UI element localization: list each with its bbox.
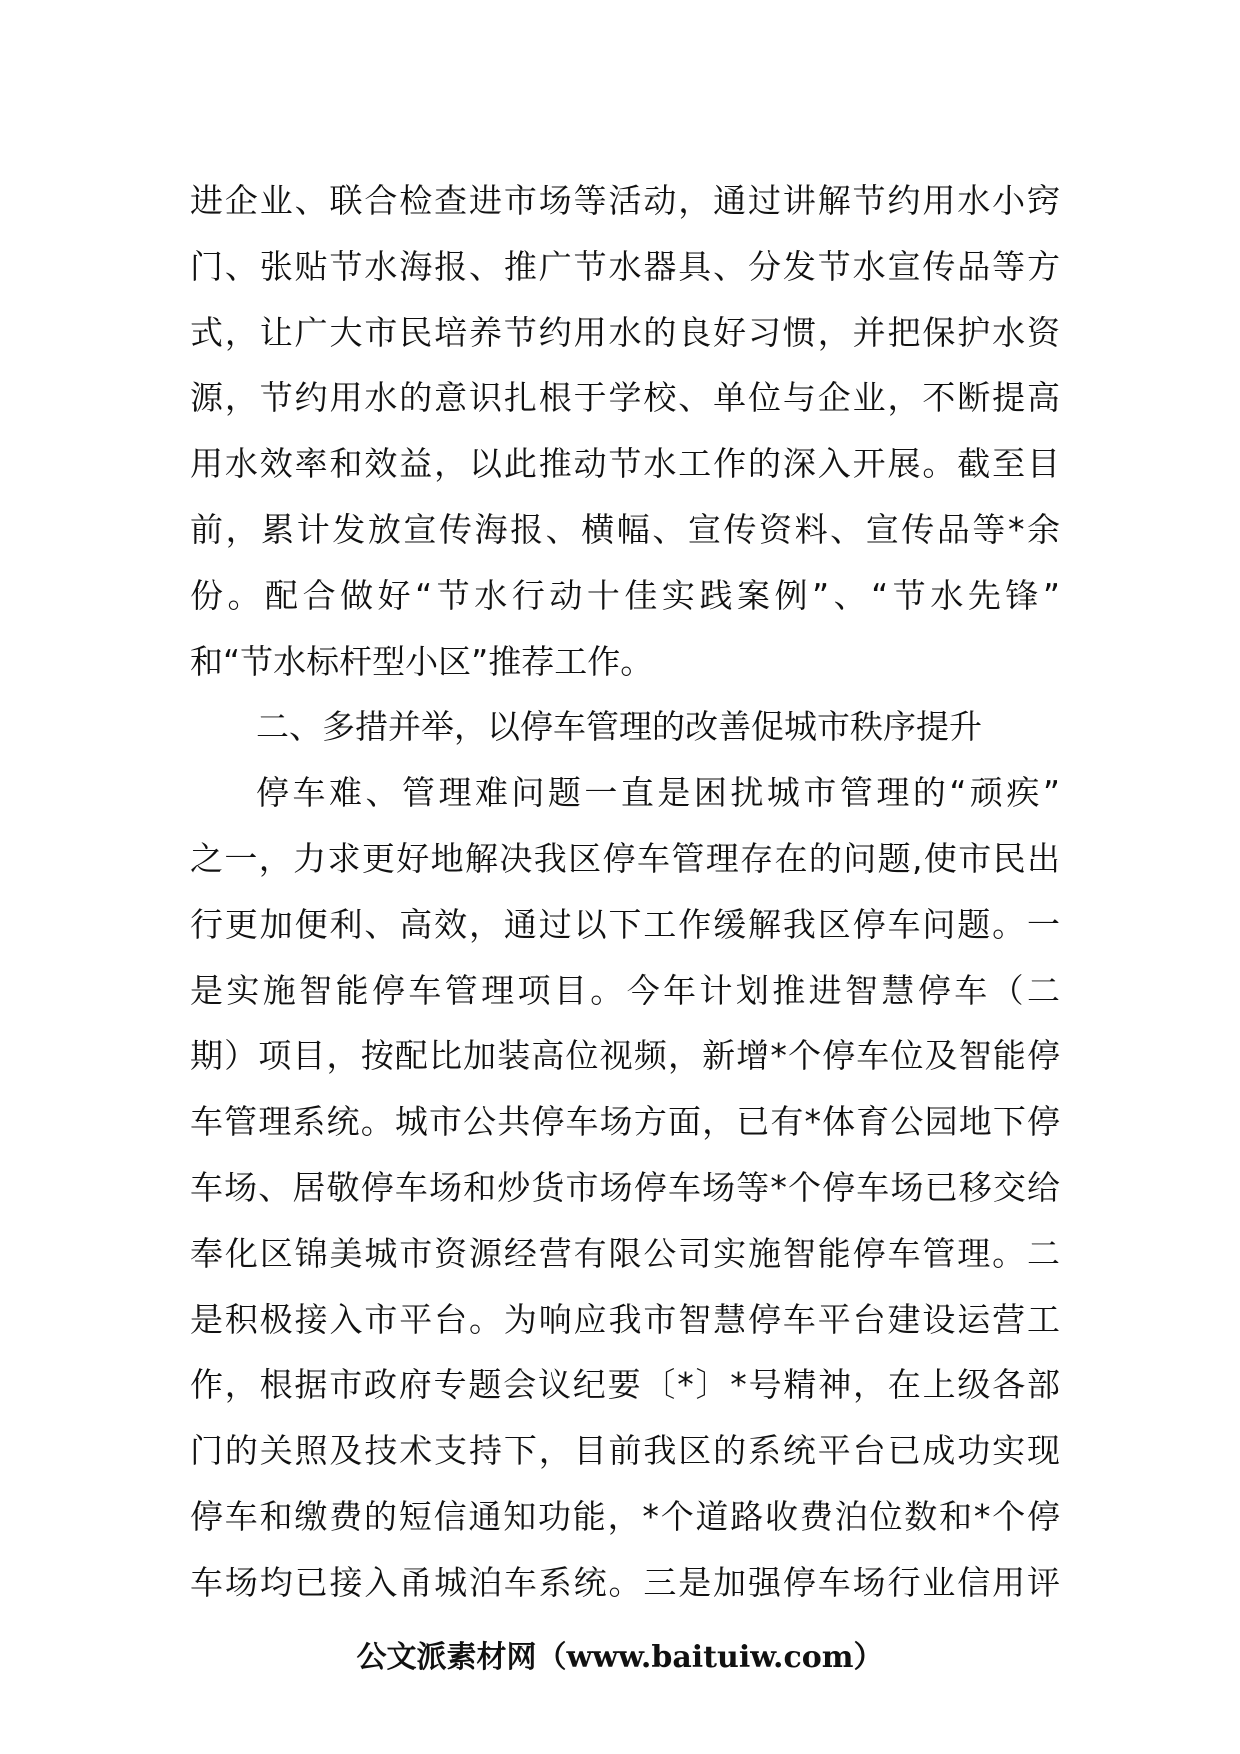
paragraph-line: 停车难、管理难问题一直是困扰城市管理的“顽疾” [256,773,1060,813]
paragraph-line: 车管理系统。城市公共停车场方面，已有*体育公园地下停 [190,1102,1060,1142]
paragraph-line: 是积极接入市平台。为响应我市智慧停车平台建设运营工 [190,1299,1060,1339]
paragraph-line: 门的关照及技术支持下，目前我区的系统平台已成功实现 [190,1431,1060,1471]
paragraph-line: 和“节水标杆型小区”推荐工作。 [190,641,654,681]
paragraph-line: 奉化区锦美城市资源经营有限公司实施智能停车管理。二 [190,1233,1060,1273]
paragraph-line: 车场、居敬停车场和炒货市场停车场等*个停车场已移交给 [190,1167,1060,1207]
footer-watermark: 公文派素材网（www.baituiw.com） [356,1640,884,1675]
paragraph-line: 式，让广大市民培养节约用水的良好习惯，并把保护水资 [190,312,1060,352]
paragraph-line: 期）项目，按配比加装高位视频，新增*个停车位及智能停 [190,1036,1060,1076]
section-heading: 二、多措并举，以停车管理的改善促城市秩序提升 [256,707,982,747]
paragraph-line: 之一，力求更好地解决我区停车管理存在的问题,使市民出 [190,838,1060,878]
paragraph-line: 前，累计发放宣传海报、横幅、宣传资料、宣传品等*余 [190,509,1060,549]
paragraph-line: 是实施智能停车管理项目。今年计划推进智慧停车（二 [190,970,1060,1010]
paragraph-line: 行更加便利、高效，通过以下工作缓解我区停车问题。一 [190,904,1060,944]
paragraph-line: 源，节约用水的意识扎根于学校、单位与企业，不断提高 [190,378,1060,418]
paragraph-line: 车场均已接入甬城泊车系统。三是加强停车场行业信用评 [190,1562,1060,1602]
paragraph-line: 用水效率和效益，以此推动节水工作的深入开展。截至目 [190,444,1060,484]
paragraph-line: 门、张贴节水海报、推广节水器具、分发节水宣传品等方 [190,246,1060,286]
paragraph-line: 停车和缴费的短信通知功能，*个道路收费泊位数和*个停 [190,1496,1060,1536]
document-body [190,168,1060,1616]
paragraph-line: 进企业、联合检查进市场等活动，通过讲解节约用水小窍 [190,181,1060,220]
paragraph-line: 作，根据市政府专题会议纪要〔*〕*号精神，在上级各部 [190,1365,1060,1405]
paragraph-line: 份。配合做好“节水行动十佳实践案例”、“节水先锋” [190,575,1060,615]
